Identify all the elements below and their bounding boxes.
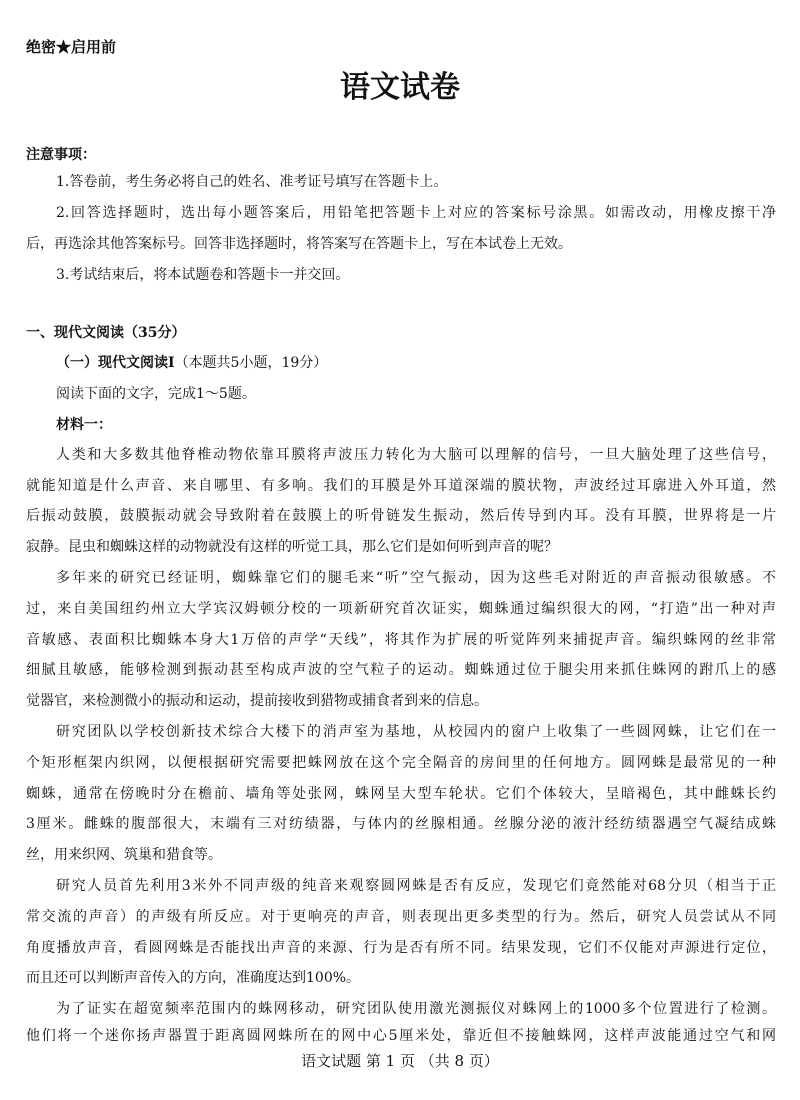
passage-line: 丝，用来织网、筑巢和猎食等。 <box>26 847 222 863</box>
passage-line: 寂静。昆虫和蜘蛛这样的动物就没有这样的听觉工具，那么它们是如何听到声音的呢？ <box>26 539 558 555</box>
passage-line: 研究团队以学校创新技术综合大楼下的消声室为基地，从校园内的窗户上收集了一些圆网蛛，让它们在一 <box>56 724 776 740</box>
section-heading: 一、现代文阅读（35分） <box>26 325 186 341</box>
passage-line: 音敏感、表面积比蜘蛛本身大1万倍的声学“天线”，将其作为扩展的听觉阵列来捕捉声音。编织蛛网的丝非常 <box>26 632 776 648</box>
footer-subject: 语文试题 <box>301 1052 362 1070</box>
sub-section-note: （本题共5小题，19分） <box>174 355 328 371</box>
footer-total-pages: （共 8 页） <box>419 1052 499 1070</box>
passage-line: 常交流的声音）的声级有所反应。对于更响亮的声音，则表现出更多类型的行为。然后，研究人员尝试从不同 <box>26 909 776 925</box>
notice-item-2: 2.回答选择题时，选出每小题答案后，用铅笔把答题卡上对应的答案标号涂黑。如需改动，用橡皮擦干净 <box>56 205 776 221</box>
passage-line: 细腻且敏感，能够检测到振动甚至构成声波的空气粒子的运动。蜘蛛通过位于腿尖用来抓住蛛网的跗爪上的感 <box>26 662 776 678</box>
passage-line: 就能知道是什么声音、来自哪里、有多响。我们的耳膜是外耳道深端的膜状物，声波经过耳廓进入外耳道，然 <box>26 478 776 494</box>
sub-section-title: （一）现代文阅读Ⅰ <box>56 355 175 371</box>
notice-item-3: 3.考试结束后，将本试题卷和答题卡一并交回。 <box>56 267 350 283</box>
passage-line: 人类和大多数其他脊椎动物依靠耳膜将声波压力转化为大脑可以理解的信号，一旦大脑处理了这些信号， <box>56 447 776 463</box>
passage-line: 后振动鼓膜，鼓膜振动就会导致附着在鼓膜上的听骨链发生振动，然后传导到内耳。没有耳膜，世界将是一片 <box>26 508 776 524</box>
page-title: 语文试卷 <box>340 70 460 105</box>
notice-heading: 注意事项： <box>26 147 96 163</box>
material-label: 材料一： <box>56 417 112 433</box>
notice-item-2-cont: 后，再选涂其他答案标号。回答非选择题时，将答案写在答题卡上，写在本试卷上无效。 <box>26 236 572 252</box>
notice-item-1: 1.答卷前，考生务必将自己的姓名、准考证号填写在答题卡上。 <box>56 174 448 190</box>
secret-mark: 绝密★启用前 <box>26 38 117 56</box>
passage-line: 多年来的研究已经证明，蜘蛛靠它们的腿毛来“听”空气振动，因为这些毛对附近的声音振动很敏感。不 <box>56 570 776 586</box>
passage-line: 3厘米。雌蛛的腹部很大，末端有三对纺绩器，与体内的丝腺相通。丝腺分泌的液汁经纺绩器遇空气凝结成蛛 <box>26 816 776 832</box>
passage-line: 过，来自美国纽约州立大学宾汉姆顿分校的一项新研究首次证实，蜘蛛通过编织很大的网，“打造”出一种对声 <box>26 601 776 617</box>
passage-line: 而且还可以判断声音传入的方向，准确度达到100%。 <box>26 970 361 986</box>
reading-instruction: 阅读下面的文字，完成1～5题。 <box>56 386 256 402</box>
sub-section-heading <box>56 352 327 372</box>
footer-page-number: 第 1 页 <box>365 1052 415 1070</box>
passage-line: 个矩形框架内织网，以便根据研究需要把蛛网放在这个完全隔音的房间里的任何地方。圆网蛛是最常见的一种 <box>26 755 776 771</box>
passage-line: 为了证实在超宽频率范围内的蛛网移动，研究团队使用激光测振仪对蛛网上的1000多个位置进行了检测。 <box>56 1001 776 1017</box>
passage-line: 觉器官，来检测微小的振动和运动，提前接收到猎物或捕食者到来的信息。 <box>26 693 488 709</box>
passage-line: 角度播放声音，看圆网蛛是否能找出声音的来源、行为是否有所不同。结果发现，它们不仅能对声源进行定位， <box>26 940 776 956</box>
passage-line: 他们将一个迷你扬声器置于距离圆网蛛所在的网中心5厘米处，靠近但不接触蛛网，这样声波能通过空气和网 <box>26 1028 776 1044</box>
passage-line: 研究人员首先利用3米外不同声级的纯音来观察圆网蛛是否有反应，发现它们竟然能对68分贝（相当于正 <box>56 878 776 894</box>
page-footer <box>0 1050 800 1071</box>
passage-line: 蜘蛛，通常在傍晚时分在檐前、墙角等处张网，蛛网呈大型车轮状。它们个体较大，呈暗褐色，其中雌蛛长约 <box>26 786 776 802</box>
